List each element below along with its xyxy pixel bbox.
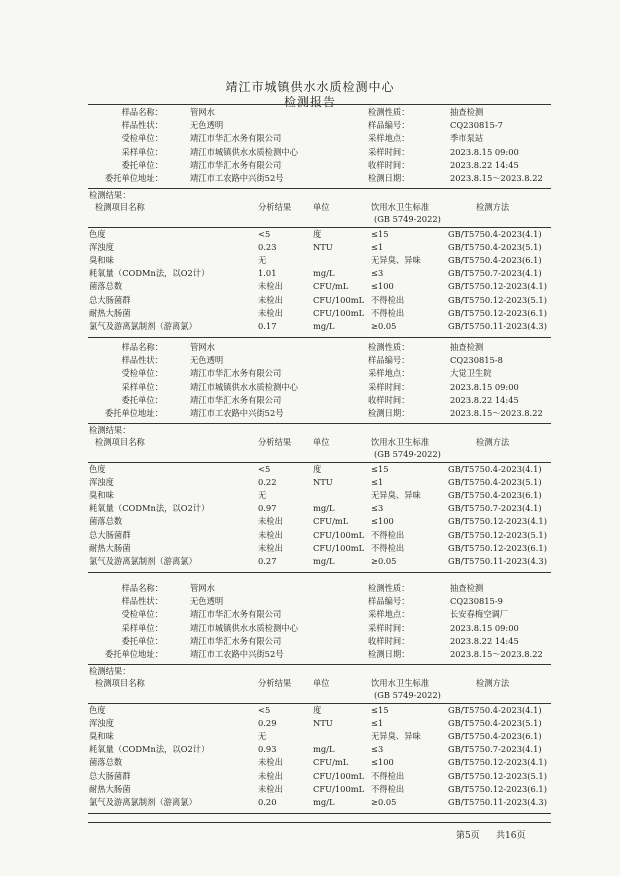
- item-standard: 不得检出: [371, 783, 405, 794]
- header-rule: [88, 703, 551, 704]
- item-standard: ≤3: [371, 268, 384, 279]
- item-unit: CFU/100mL: [313, 307, 365, 318]
- item-name: 耐热大肠菌: [89, 542, 131, 553]
- item-unit: 度: [313, 464, 322, 474]
- info-label: 检测日期：: [368, 173, 410, 183]
- col-method: 检测方法: [476, 202, 510, 212]
- info-value: 管网水: [190, 583, 215, 593]
- info-label: 采样时间：: [368, 381, 410, 392]
- item-result: 无: [258, 490, 267, 501]
- info-value: 2023.8.15 09:00: [450, 381, 519, 392]
- item-result: <5: [258, 705, 271, 715]
- item-name: 浑浊度: [89, 477, 114, 488]
- info-value: 2023.8.15～2023.8.22: [450, 173, 543, 183]
- info-label: 样品名称：: [121, 342, 163, 352]
- info-value: 靖江市工农路中兴街52号: [190, 173, 284, 183]
- col-result: 分析结果: [258, 678, 292, 688]
- info-label: 采样时间：: [368, 622, 410, 633]
- col-std-sub: (GB 5749-2022): [374, 214, 441, 224]
- item-name: 总大肠菌群: [89, 529, 131, 540]
- info-value: 管网水: [190, 107, 215, 117]
- col-item: 检测项目名称: [95, 202, 145, 212]
- item-standard: ≤100: [371, 516, 394, 527]
- col-std-sub: (GB 5749-2022): [374, 449, 441, 459]
- item-method: GB/T5750.7-2023(4.1): [448, 744, 542, 755]
- item-method: GB/T5750.11-2023(4.3): [448, 796, 547, 807]
- item-method: GB/T5750.4-2023(5.1): [448, 477, 542, 488]
- item-method: GB/T5750.12-2023(4.1): [448, 757, 547, 768]
- item-unit: CFU/100mL: [313, 783, 365, 794]
- item-name: 耗氧量（CODMn法，以O2计）: [89, 503, 210, 514]
- item-standard: ≥0.05: [371, 796, 397, 807]
- info-label: 采样单位：: [121, 146, 163, 157]
- info-value: 管网水: [190, 342, 215, 352]
- info-label: 采样地点：: [368, 368, 410, 379]
- info-value: 2023.8.15 09:00: [450, 146, 519, 157]
- item-method: GB/T5750.12-2023(6.1): [448, 783, 547, 794]
- item-standard: ≤15: [371, 229, 389, 239]
- item-standard: ≤1: [371, 242, 384, 253]
- item-result: <5: [258, 229, 271, 239]
- sample-section: [0, 582, 620, 818]
- info-value: 靖江市城镇供水水质检测中心: [190, 146, 298, 157]
- item-method: GB/T5750.4-2023(4.1): [448, 705, 542, 715]
- col-std: 饮用水卫生标准: [371, 678, 430, 688]
- item-name: 菌落总数: [89, 757, 123, 768]
- results-label: 检测结果：: [89, 425, 131, 435]
- item-name: 臭和味: [89, 255, 114, 266]
- item-name: 耐热大肠菌: [89, 307, 131, 318]
- info-label: 收样时间：: [368, 394, 410, 405]
- info-value: 靖江市华汇水务有限公司: [190, 635, 282, 646]
- item-result: 无: [258, 731, 267, 742]
- info-label: 委托单位：: [121, 635, 163, 646]
- item-result: 0.29: [258, 718, 277, 729]
- item-name: 总大肠菌群: [89, 294, 131, 305]
- item-standard: ≥0.05: [371, 320, 397, 331]
- results-label: 检测结果：: [89, 666, 131, 676]
- results-label: 检测结果：: [89, 190, 131, 200]
- sample-section: [0, 341, 620, 577]
- info-label: 委托单位地址：: [104, 408, 163, 418]
- col-item: 检测项目名称: [95, 437, 145, 447]
- info-value: 2023.8.22 14:45: [450, 394, 519, 405]
- item-name: 臭和味: [89, 731, 114, 742]
- item-name: 色度: [89, 229, 106, 239]
- item-standard: ≤15: [371, 464, 389, 474]
- info-label: 采样单位：: [121, 381, 163, 392]
- info-value: 靖江市城镇供水水质检测中心: [190, 622, 298, 633]
- item-method: GB/T5750.4-2023(4.1): [448, 464, 542, 474]
- item-method: GB/T5750.12-2023(4.1): [448, 516, 547, 527]
- info-value: 无色透明: [190, 355, 224, 366]
- item-standard: ≤100: [371, 757, 394, 768]
- item-standard: ≥0.05: [371, 555, 397, 566]
- item-standard: 不得检出: [371, 294, 405, 305]
- item-method: GB/T5750.11-2023(4.3): [448, 320, 547, 331]
- bottom-rule: [88, 822, 551, 823]
- item-unit: mg/L: [313, 555, 335, 566]
- info-value: 抽查检测: [450, 583, 484, 593]
- item-unit: NTU: [313, 242, 333, 253]
- item-standard: 不得检出: [371, 770, 405, 781]
- item-result: 0.93: [258, 744, 277, 755]
- info-label: 样品性状：: [121, 596, 163, 607]
- item-result: 0.23: [258, 242, 277, 253]
- col-method: 检测方法: [476, 678, 510, 688]
- info-label: 检测性质：: [368, 583, 410, 593]
- item-name: 总大肠菌群: [89, 770, 131, 781]
- section-rule: [88, 813, 551, 814]
- item-method: GB/T5750.4-2023(5.1): [448, 242, 542, 253]
- item-name: 浑浊度: [89, 242, 114, 253]
- item-unit: mg/L: [313, 796, 335, 807]
- item-unit: mg/L: [313, 320, 335, 331]
- item-unit: CFU/100mL: [313, 770, 365, 781]
- info-rule: [88, 188, 551, 189]
- item-method: GB/T5750.7-2023(4.1): [448, 268, 542, 279]
- info-label: 受检单位：: [121, 609, 163, 620]
- info-label: 样品名称：: [121, 583, 163, 593]
- info-label: 委托单位：: [121, 159, 163, 170]
- info-label: 采样单位：: [121, 622, 163, 633]
- item-method: GB/T5750.4-2023(5.1): [448, 718, 542, 729]
- info-label: 采样地点：: [368, 133, 410, 144]
- item-name: 菌落总数: [89, 516, 123, 527]
- info-value: 2023.8.15～2023.8.22: [450, 408, 543, 418]
- item-name: 耗氧量（CODMn法，以O2计）: [89, 744, 210, 755]
- item-unit: CFU/mL: [313, 281, 349, 292]
- info-label: 委托单位地址：: [104, 649, 163, 659]
- info-value: 靖江市华汇水务有限公司: [190, 159, 282, 170]
- item-name: 氯气及游离氯制剂（游离氯）: [89, 796, 197, 807]
- item-result: 未检出: [258, 783, 283, 794]
- item-result: 未检出: [258, 516, 283, 527]
- item-standard: 不得检出: [371, 542, 405, 553]
- item-standard: 不得检出: [371, 529, 405, 540]
- item-unit: CFU/100mL: [313, 529, 365, 540]
- item-method: GB/T5750.12-2023(5.1): [448, 770, 547, 781]
- col-std-sub: (GB 5749-2022): [374, 690, 441, 700]
- info-value: 无色透明: [190, 120, 224, 131]
- item-result: 0.17: [258, 320, 277, 331]
- item-unit: NTU: [313, 718, 333, 729]
- info-label: 委托单位：: [121, 394, 163, 405]
- item-result: 未检出: [258, 770, 283, 781]
- info-value: 长安春梅空调厂: [450, 609, 509, 620]
- item-result: 0.20: [258, 796, 277, 807]
- item-standard: 无异臭、异味: [371, 731, 421, 742]
- item-method: GB/T5750.12-2023(6.1): [448, 307, 547, 318]
- info-value: 靖江市工农路中兴街52号: [190, 408, 284, 418]
- item-standard: 不得检出: [371, 307, 405, 318]
- page-number: 第5页: [456, 831, 480, 841]
- item-result: 未检出: [258, 294, 283, 305]
- page-total: 共16页: [496, 831, 526, 841]
- info-value: 大觉卫生院: [450, 368, 492, 379]
- item-result: 未检出: [258, 757, 283, 768]
- item-name: 臭和味: [89, 490, 114, 501]
- item-standard: ≤3: [371, 744, 384, 755]
- item-method: GB/T5750.7-2023(4.1): [448, 503, 542, 514]
- item-unit: mg/L: [313, 268, 335, 279]
- item-unit: 度: [313, 229, 322, 239]
- info-label: 样品名称：: [121, 107, 163, 117]
- info-rule: [88, 423, 551, 424]
- report-title: 检测报告: [283, 95, 336, 109]
- item-method: GB/T5750.11-2023(4.3): [448, 555, 547, 566]
- info-value: 靖江市华汇水务有限公司: [190, 368, 282, 379]
- item-unit: CFU/mL: [313, 757, 349, 768]
- item-method: GB/T5750.12-2023(6.1): [448, 542, 547, 553]
- col-unit: 单位: [313, 437, 330, 447]
- item-name: 菌落总数: [89, 281, 123, 292]
- item-standard: ≤100: [371, 281, 394, 292]
- item-unit: CFU/100mL: [313, 294, 365, 305]
- item-name: 氯气及游离氯制剂（游离氯）: [89, 555, 197, 566]
- item-result: 未检出: [258, 542, 283, 553]
- section-rule: [88, 337, 551, 338]
- info-label: 收样时间：: [368, 635, 410, 646]
- info-label: 受检单位：: [121, 368, 163, 379]
- info-label: 样品编号：: [368, 355, 410, 366]
- info-label: 委托单位地址：: [104, 173, 163, 183]
- item-standard: ≤15: [371, 705, 389, 715]
- item-name: 耗氧量（CODMn法，以O2计）: [89, 268, 210, 279]
- item-standard: ≤3: [371, 503, 384, 514]
- info-label: 样品性状：: [121, 355, 163, 366]
- item-name: 氯气及游离氯制剂（游离氯）: [89, 320, 197, 331]
- col-result: 分析结果: [258, 437, 292, 447]
- info-value: 靖江市华汇水务有限公司: [190, 133, 282, 144]
- info-label: 检测性质：: [368, 107, 410, 117]
- top-rule: [88, 104, 551, 105]
- info-rule: [88, 664, 551, 665]
- info-value: 2023.8.22 14:45: [450, 635, 519, 646]
- item-method: GB/T5750.4-2023(6.1): [448, 255, 542, 266]
- info-label: 受检单位：: [121, 133, 163, 144]
- item-standard: 无异臭、异味: [371, 490, 421, 501]
- item-name: 色度: [89, 464, 106, 474]
- item-method: GB/T5750.4-2023(4.1): [448, 229, 542, 239]
- info-value: 靖江市华汇水务有限公司: [190, 394, 282, 405]
- info-label: 采样时间：: [368, 146, 410, 157]
- info-value: 2023.8.15～2023.8.22: [450, 649, 543, 659]
- col-unit: 单位: [313, 202, 330, 212]
- item-unit: 度: [313, 705, 322, 715]
- info-label: 采样地点：: [368, 609, 410, 620]
- col-unit: 单位: [313, 678, 330, 688]
- section-rule: [88, 572, 551, 573]
- item-standard: ≤1: [371, 477, 384, 488]
- info-label: 样品编号：: [368, 596, 410, 607]
- item-result: 0.97: [258, 503, 277, 514]
- info-label: 样品编号：: [368, 120, 410, 131]
- info-label: 检测性质：: [368, 342, 410, 352]
- item-result: 未检出: [258, 307, 283, 318]
- item-result: 无: [258, 255, 267, 266]
- item-method: GB/T5750.12-2023(4.1): [448, 281, 547, 292]
- info-value: 季市泵站: [450, 133, 484, 144]
- info-value: 抽查检测: [450, 107, 484, 117]
- info-value: 抽查检测: [450, 342, 484, 352]
- info-value: 靖江市工农路中兴街52号: [190, 649, 284, 659]
- item-method: GB/T5750.12-2023(5.1): [448, 529, 547, 540]
- info-value: CQ230815-9: [450, 596, 503, 607]
- info-label: 检测日期：: [368, 649, 410, 659]
- info-value: CQ230815-7: [450, 120, 503, 131]
- item-result: <5: [258, 464, 271, 474]
- item-standard: 无异臭、异味: [371, 255, 421, 266]
- item-result: 0.22: [258, 477, 277, 488]
- info-value: 靖江市华汇水务有限公司: [190, 609, 282, 620]
- sample-section: [0, 106, 620, 342]
- org-title: 靖江市城镇供水水质检测中心: [225, 80, 395, 94]
- info-value: 靖江市城镇供水水质检测中心: [190, 381, 298, 392]
- info-label: 样品性状：: [121, 120, 163, 131]
- info-label: 检测日期：: [368, 408, 410, 418]
- item-result: 未检出: [258, 529, 283, 540]
- info-value: 无色透明: [190, 596, 224, 607]
- col-std: 饮用水卫生标准: [371, 202, 430, 212]
- header-rule: [88, 462, 551, 463]
- info-value: 2023.8.15 09:00: [450, 622, 519, 633]
- item-unit: CFU/100mL: [313, 542, 365, 553]
- item-result: 未检出: [258, 281, 283, 292]
- header-rule: [88, 227, 551, 228]
- item-standard: ≤1: [371, 718, 384, 729]
- item-method: GB/T5750.4-2023(6.1): [448, 490, 542, 501]
- item-name: 浑浊度: [89, 718, 114, 729]
- col-std: 饮用水卫生标准: [371, 437, 430, 447]
- item-unit: CFU/mL: [313, 516, 349, 527]
- item-name: 耐热大肠菌: [89, 783, 131, 794]
- item-method: GB/T5750.12-2023(5.1): [448, 294, 547, 305]
- info-value: CQ230815-8: [450, 355, 503, 366]
- item-result: 0.27: [258, 555, 277, 566]
- info-value: 2023.8.22 14:45: [450, 159, 519, 170]
- item-unit: NTU: [313, 477, 333, 488]
- col-item: 检测项目名称: [95, 678, 145, 688]
- col-method: 检测方法: [476, 437, 510, 447]
- item-name: 色度: [89, 705, 106, 715]
- item-unit: mg/L: [313, 503, 335, 514]
- info-label: 收样时间：: [368, 159, 410, 170]
- item-result: 1.01: [258, 268, 277, 279]
- item-method: GB/T5750.4-2023(6.1): [448, 731, 542, 742]
- item-unit: mg/L: [313, 744, 335, 755]
- col-result: 分析结果: [258, 202, 292, 212]
